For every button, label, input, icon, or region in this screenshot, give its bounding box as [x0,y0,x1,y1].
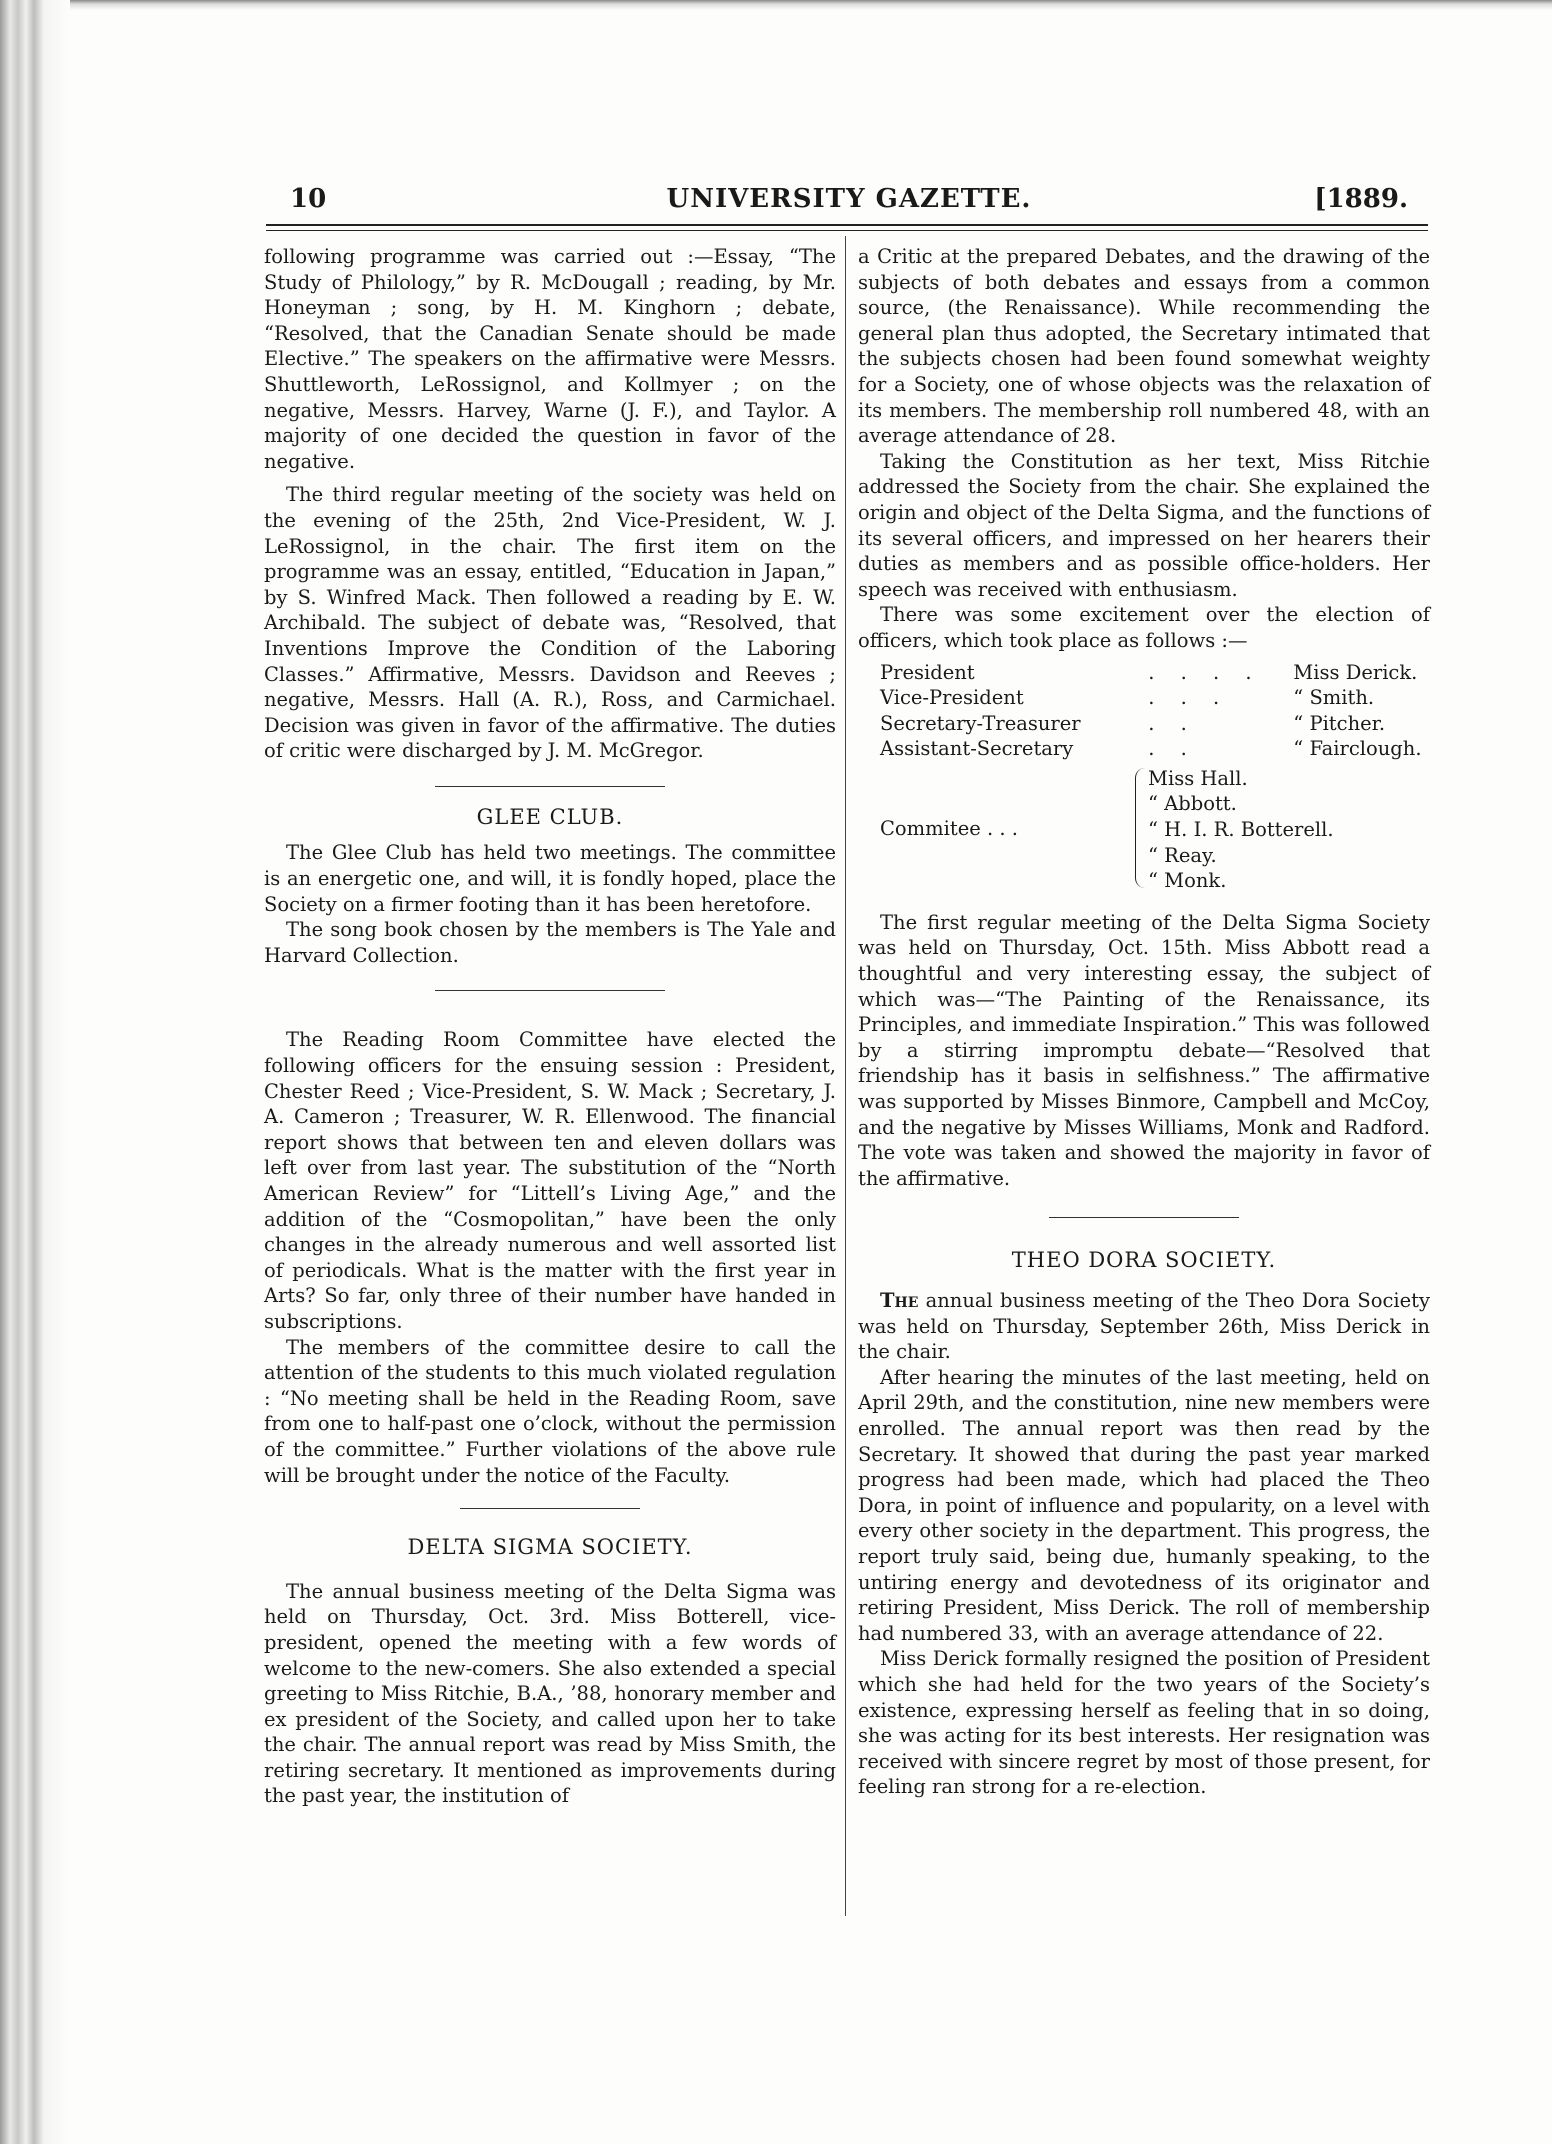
section-separator [1049,1217,1239,1218]
paragraph [858,1288,1430,1365]
section-heading-glee-club: GLEE CLUB. [476,804,624,829]
left-column [264,244,836,1809]
section-heading-delta-sigma: DELTA SIGMA SOCIETY. [407,1535,693,1560]
paragraph: The Glee Club has held two meetings. The committee is an energetic one, and will, it is fondly hoped, place the Society on a firmer footing than it has been heretofore. [264,841,836,916]
header-rule-thick [266,224,1428,226]
publication-title: UNIVERSITY GAZETTE. [666,184,1032,214]
officers-table [880,660,1452,762]
running-header [290,184,1408,214]
page-top-edge [0,0,1552,10]
officer-name: “ Pitcher. [1293,711,1386,735]
paragraph: The first regular meeting of the Delta Sigma Society was held on Thursday, Oct. 15th. Miss Abbott read a thoughtful and very interesting essay, the subject of which was—“The Painting of the Renaissance, its Principles, and immediate Inspiration.” This was followed by a stirring impromptu debate—“Resolved that friendship has it basis in selfishness.” The affirmative was supported by Misses Binmore, Campbell and McCoy, and the negative by Misses Williams, Monk and Radford. The vote was taken and showed the majority in favor of the affirmative. [858,910,1430,1190]
officer-name: Miss Derick. [1293,660,1418,684]
publication-year: [1889. [1314,184,1408,214]
section-separator [460,1508,640,1509]
leader-dots: . . [1148,737,1197,761]
officer-row [880,685,1452,711]
committee-member: Miss Hall. [1148,766,1248,790]
paragraph: The third regular meeting of the society was held on the evening of the 25th, 2nd Vice-President, W. J. LeRossignol, in the chair. The first item on the programme was an essay, entitled, “Education in Japan,” by S. Winfred Mack. Then followed a reading by E. W. Archibald. The subject of debate was, “Resolved, that Inventions Improve the Condition of the Laboring Classes.” Affirmative, Messrs. Davidson and Reeves ; negative, Messrs. Hall (A. R.), Ross, and Carmichael. Decision was given in favor of the affirmative. The duties of critic were discharged by J. M. McGregor. [264,483,836,763]
paragraph: Miss Derick formally resigned the position of President which she had held for the two years of the Society’s existence, expressing herself as feeling that in so doing, she was acting for its best interests. Her resignation was received with sincere regret by most of those present, for feeling ran strong for a re-election. [858,1647,1430,1799]
officer-name: “ Fairclough. [1293,737,1422,761]
paragraph: The members of the committee desire to call the attention of the students to this much violated regulation : “No meeting shall be held in the Reading Room, save from one to half-past one o’clock, without the permission of the committee.” Further violations of the above rule will be brought under the notice of the Faculty. [264,1335,836,1487]
officer-role: Vice-President [880,686,1024,710]
officer-row [880,711,1452,737]
paragraph: Taking the Constitution as her text, Miss Ritchie addressed the Society from the chair. She explained the origin and object of the Delta Sigma, and the functions of its several officers, and impressed on her hearers their duties as members and as possible office-holders. Her speech was received with enthusiasm. [858,449,1430,601]
committee-block [880,766,1430,896]
committee-label: Commitee . . . [880,816,1018,840]
paragraph: The Reading Room Committee have elected the following officers for the ensuing session : President, Chester Reed ; Vice-President, S. W. Mack ; Secretary, J. A. Cameron ; Treasurer, W. R. Ellenwood. The financial report shows that between ten and eleven dollars was left over from last year. The substitution of the “North American Review” for “Littell’s Living Age,” and the addition of the “Cosmopolitan,” have been the only changes in the already numerous and well assorted list of periodicals. What is the matter with the first year in Arts? So far, only three of their number have handed in subscriptions. [264,1028,836,1333]
officer-row [880,660,1452,686]
paragraph: After hearing the minutes of the last meeting, held on April 29th, and the constitution, nine new members were enrolled. The annual report was then read by the Secretary. It showed that during the past year marked progress had been made, which had placed the Theo Dora, in point of influence and popularity, on a level with every other society in the department. This progress, the report truly said, being due, humanly speaking, to the untiring energy and devotedness of its originator and retiring President, Miss Derick. The roll of membership had numbered 33, with an average attendance of 22. [858,1365,1430,1645]
paragraph: There was some excitement over the election of officers, which took place as follows :— [858,603,1430,652]
officer-row [880,736,1452,762]
paragraph: The annual business meeting of the Delta Sigma was held on Thursday, Oct. 3rd. Miss Botterell, vice-president, opened the meeting with a few words of welcome to the new-comers. She also extended a special greeting to Miss Ritchie, B.A., ’88, honorary member and ex president of the Society, and called upon her to take the chair. The annual report was read by Miss Smith, the retiring secretary. It mentioned as improvements during the past year, the institution of [264,1579,836,1808]
officer-role: President [880,660,975,684]
committee-member: “ Monk. [1148,869,1227,893]
page-number: 10 [290,184,327,214]
leader-dots: . . . . [1148,660,1262,684]
officer-role: Secretary-Treasurer [880,711,1081,735]
officer-role: Assistant-Secretary [880,737,1074,761]
brace [1135,768,1146,888]
column-divider [845,236,846,1916]
committee-member: “ H. I. R. Botterell. [1148,818,1334,842]
right-column [858,244,1430,1800]
section-heading-theo-dora: THEO DORA SOCIETY. [1011,1248,1277,1273]
leader-dots: . . . [1148,686,1230,710]
section-separator [435,786,665,787]
section-separator [435,990,665,991]
paragraph: The song book chosen by the members is The Yale and Harvard Collection. [264,918,836,967]
paragraph: a Critic at the prepared Debates, and the drawing of the subjects of both debates and essays from a common source, (the Renaissance). While recommending the general plan thus adopted, the Secretary intimated that the subjects chosen had been found somewhat weighty for a Society, one of whose objects was the relaxation of its members. The membership roll numbered 48, with an average attendance of 28. [858,245,1430,448]
header-rule-thin [266,230,1428,231]
committee-member: “ Reay. [1148,843,1217,867]
page-left-edge [0,0,70,2144]
committee-list [1148,766,1334,894]
officer-name: “ Smith. [1293,686,1375,710]
lead-word: The [880,1289,919,1312]
paragraph: following programme was carried out :—Essay, “The Study of Philology,” by R. McDougall ; reading, by Mr. Honeyman ; song, by H. M. Kinghorn ; debate, “Resolved, that the Canadian Senate should be made Elective.” The speakers on the affirmative were Messrs. Shuttleworth, LeRossignol, and Kollmyer ; on the negative, Messrs. Harvey, Warne (J. F.), and Taylor. A majority of one decided the question in favor of the negative. [264,245,836,473]
leader-dots: . . [1148,711,1197,735]
paragraph-text: annual business meeting of the Theo Dora Society was held on Thursday, September 26th, Miss Derick in the chair. [858,1289,1430,1364]
committee-member: “ Abbott. [1148,792,1237,816]
